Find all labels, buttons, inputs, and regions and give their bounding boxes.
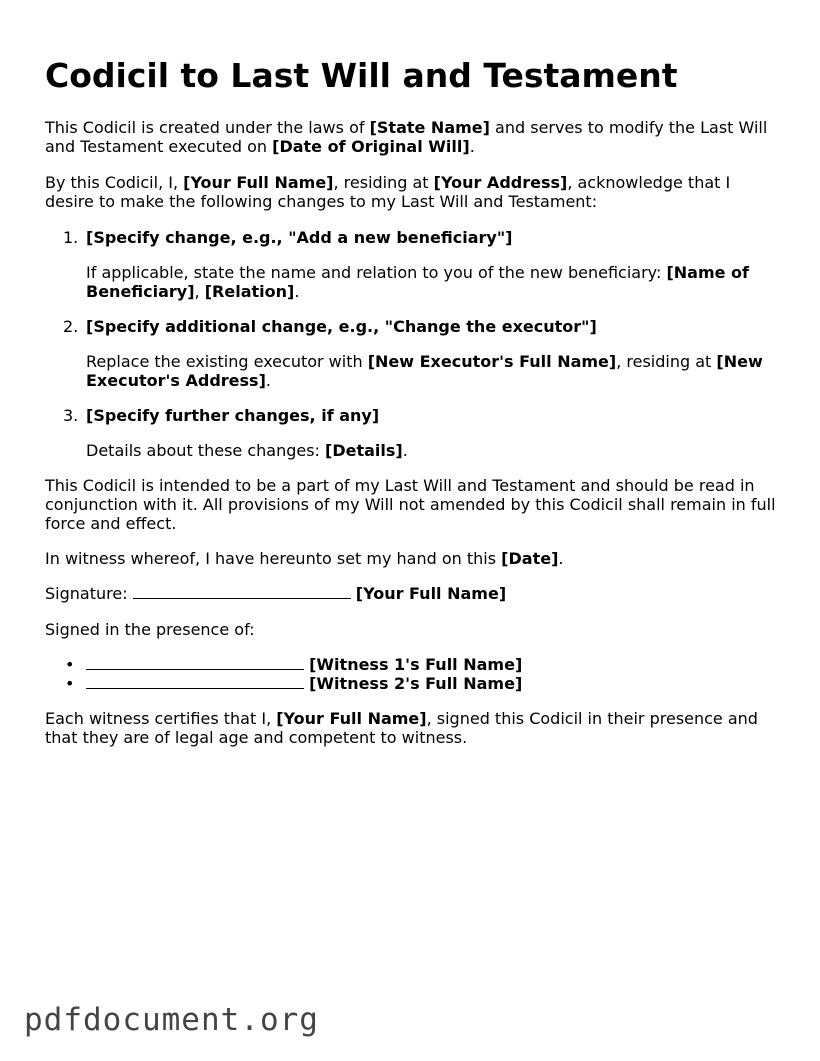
witness-2-signature-blank[interactable] [86, 675, 304, 689]
witness-1-bullet: • [65, 655, 75, 674]
change-1-detail-text-2: , [194, 282, 205, 301]
conclusion-paragraph: This Codicil is intended to be a part of my Last Will and Testament and should be read in conjunction with it. All provisions of my Will not amended by this Codicil shall remain in full force and effect. [45, 476, 776, 533]
watermark: pdfdocument.org [24, 1002, 319, 1038]
certification-text-2: , signed this Codicil in their presence and that they are of legal age and competent to witness. [45, 709, 758, 747]
signature-label: Signature: [45, 584, 133, 603]
change-3-detail-text-2: . [402, 441, 408, 460]
original-will-date-placeholder: [Date of Original Will] [272, 137, 470, 156]
change-1-heading-text: [Specify change, e.g., "Add a new beneficiary"] [86, 228, 513, 247]
change-1-heading [86, 228, 780, 247]
declaration-text-3: , acknowledge that I desire to make the following changes to my Last Will and Testament: [45, 173, 731, 211]
full-name-placeholder: [Your Full Name] [183, 173, 334, 192]
change-2-detail-text-3: . [265, 371, 271, 390]
beneficiary-name-placeholder: [Name of Beneficiary] [86, 263, 749, 301]
date-placeholder: [Date] [501, 549, 559, 568]
signature-name-placeholder: [Your Full Name] [355, 584, 507, 603]
change-1-detail-text-3: . [294, 282, 300, 301]
relation-placeholder: [Relation] [204, 282, 295, 301]
witness-2-item [86, 674, 780, 693]
change-3-detail [86, 441, 780, 460]
executor-name-placeholder: [New Executor's Full Name] [367, 352, 617, 371]
intro-text-3: . [469, 137, 475, 156]
change-3-number: 3. [63, 406, 79, 425]
details-placeholder: [Details] [325, 441, 403, 460]
change-2-detail-text-1: Replace the existing executor with [86, 352, 368, 371]
change-2-detail [86, 352, 780, 390]
declaration-text-1: By this Codicil, I, [45, 173, 184, 192]
executor-address-placeholder: [New Executor's Address] [86, 352, 763, 390]
signature-blank[interactable] [133, 585, 351, 599]
witness-2-bullet: • [65, 674, 75, 693]
state-name-placeholder: [State Name] [369, 118, 490, 137]
witness-clause-text-1: In witness whereof, I have hereunto set my hand on this [45, 549, 502, 568]
page-title: Codicil to Last Will and Testament [45, 56, 678, 95]
certification-name-placeholder: [Your Full Name] [276, 709, 427, 728]
change-2-heading-text: [Specify additional change, e.g., "Change the executor"] [86, 317, 597, 336]
change-3-heading-text: [Specify further changes, if any] [86, 406, 380, 425]
witness-clause-text-2: . [558, 549, 564, 568]
change-3-detail-text-1: Details about these changes: [86, 441, 326, 460]
witness-1-item [86, 655, 780, 674]
intro-text-1: This Codicil is created under the laws of [45, 118, 370, 137]
change-1-detail-text-1: If applicable, state the name and relation to you of the new beneficiary: [86, 263, 667, 282]
change-2-number: 2. [63, 317, 79, 336]
presence-label: Signed in the presence of: [45, 620, 255, 639]
change-2-heading [86, 317, 780, 336]
change-1-detail [86, 263, 780, 301]
change-3-heading [86, 406, 780, 425]
intro-text-2: and serves to modify the Last Will and Testament executed on [45, 118, 768, 156]
certification-text-1: Each witness certifies that I, [45, 709, 277, 728]
declaration-paragraph [45, 173, 780, 211]
change-1-number: 1. [63, 228, 79, 247]
intro-paragraph [45, 118, 780, 156]
witness-1-name-placeholder: [Witness 1's Full Name] [309, 655, 523, 674]
certification-paragraph [45, 709, 780, 747]
address-placeholder: [Your Address] [433, 173, 568, 192]
signature-line [45, 584, 780, 603]
witness-1-signature-blank[interactable] [86, 656, 304, 670]
declaration-text-2: , residing at [333, 173, 434, 192]
witness-clause [45, 549, 780, 568]
change-2-detail-text-2: , residing at [616, 352, 717, 371]
witness-2-name-placeholder: [Witness 2's Full Name] [309, 674, 523, 693]
